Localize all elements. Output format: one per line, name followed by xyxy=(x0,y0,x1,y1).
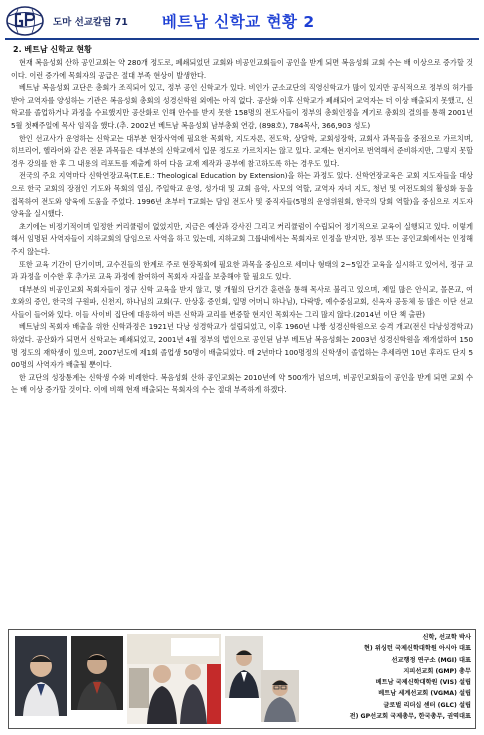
section-heading: 2. 베트남 신학교 현황 xyxy=(13,45,92,54)
paragraph-2: 베트남 복음성회 교단은 총회가 조직되어 있고, 정부 공인 신학교가 있다. 비인가 군소교단의 직영신학교가 많이 있지만 공식적으로 정부의 허가를 받아 교역자를 양성하는 기관은 복음성회 총회의 성경신학원 외에는 아직 없다. 공산화 이후 신학교가 폐쇄되어 교역자는 더 이상 배출되지 못했고, 신학교를 졸업하거나 과정을 수료했지만 공산화로 인해 안수를 받지 못한 158명의 전도사들이 정부의 총회인정을 계기로 총회의 결의를 통해 2001년 5월 첫째주일에 목사 임직을 했다.(추. 2002년 베트남 복음성회 남부총회 연감, (898호), 784목사, 366,903 성도) xyxy=(11,83,473,130)
paragraph-3: 한인 선교사가 운영하는 신학교는 대부분 현장사역에 필요한 목회학, 지도자론, 전도학, 상담학, 교회성장학, 교회사 과목들을 중점으로 가르치며, 히브리어, 헬라어와 같은 전문 과목들은 대부분의 신학교에서 입문 정도로 가르치지는 않고 있다. 교재는 현지어로 번역해서 준비하지만, 그렇지 못할 경우 강의를 한 후 그 내용의 리포트를 제출케 하여 다음 교재 제작과 공부에 참고하도록 하는 경우도 있다. xyxy=(11,133,473,168)
author-bio xyxy=(299,630,475,728)
bio-line: 베트남 국제신학대학원 (VIS) 설립 xyxy=(375,679,471,687)
article-body xyxy=(5,44,479,397)
bio-line: 전) GP선교회 국제총무, 한국총무, 권역대표 xyxy=(349,713,471,721)
paragraph-6: 또한 교육 기간이 단기이며, 교수진들의 한계로 주로 현장목회에 필요한 과목을 중심으로 세미나 형태의 2~5일간 교육을 실시하고 있어서, 정규 교과 과정을 이수한 후 추가로 교육 과정에 참여하여 목회자 자질을 보충해야 할 필요도 있다. xyxy=(11,259,473,282)
column-name: 도마 선교칼럼 71 xyxy=(53,17,128,28)
portrait-photo-5 xyxy=(261,670,299,722)
bio-line: 베트남 세계선교회 (VGMA) 설립 xyxy=(378,690,471,698)
portrait-photo-1 xyxy=(15,636,67,716)
paragraph-8: 베트남의 목회자 배출을 위한 신학과정은 1921년 다낭 성경학교가 설립되었고, 이후 1960년 냐짱 성경신학원으로 승격 개교(전신 다낭성경학교)하였다. 공산화가 되면서 신학교는 폐쇄되었고, 2001년 4월 정부의 법인으로 공인된 남부 베트남 복음성회는 2003년 성경신학원을 재개설하여 150명 정도의 재학생이 있으며, 2007년도에 제1회 졸업생 50명이 배출되었다. 매 2년마다 100명정의 신학생이 졸업하는 추세라면 10년 후라도 단지 500명의 사역자가 배출될 뿐이다. xyxy=(11,322,473,370)
paragraph-5: 초기에는 비정기적이며 일정한 커리큘럼이 없었지만, 지금은 예산과 강사진 그리고 커리큘럼이 수립되어 정기적으로 교육이 실행되고 있다. 이렇게 해서 임명된 사역자들이 지하교회의 담임으로 사역을 하고 있는데, 지하교회 그룹내에서는 목회자로 인정을 받지만, 정부 또는 공인교회에서는 인정해주지 않는다. xyxy=(11,221,473,256)
paragraph-7: 대부분의 비공인교회 목회자들이 정규 신학 교육을 받지 않고, 몇 개월의 단기간 훈련을 통해 목사로 불리고 있으며, 제일 많은 안식교, 몰몬교, 여호와의 증인, 한국의 구원파, 신천지, 하나님의 교회(구. 안상홍 증인회, 일명 어머니 하나님), 다락방, 예수중심교회, 신옥자 공동체 등 많은 이단 선교사들이 들어와 있다. 이들 사이비 집단에 대응하여 바른 신학과 교리를 변증할 현지인 목회자는 그리 많지 않다.(2014년 이단 책 출판) xyxy=(11,284,473,319)
portrait-photo-2 xyxy=(71,636,123,710)
portrait-photo-3 xyxy=(127,634,221,724)
paragraph-9: 한 교단의 성장통계는 신학생 수와 비례한다. 복음성회 산하 공인교회는 2010년에 약 500개가 넘으며, 비공인교회들이 공인을 받게 되면 교회 수는 배 이상 증가할 것이다. 이에 비해 현재 배출되는 목회자의 수는 절대 부족하게 하겠다. xyxy=(11,372,473,395)
author-photos xyxy=(9,630,299,728)
gp-globe-logo-icon xyxy=(5,5,45,37)
paragraph-1: 현재 복음성회 산하 공인교회는 약 280개 정도로, 폐쇄되었던 교회와 비공인교회들이 공인을 받게 되면 복음성회 교회 수는 배 이상으로 증가할 것이다. 이런 증가에 목회자의 공급은 절대 부족 현상이 발생한다. xyxy=(11,58,473,80)
author-profile xyxy=(8,629,476,729)
bio-line: 신학, 선교학 박사 xyxy=(422,634,471,641)
bio-line: 글로벌 리더십 센터 (GLC) 설립 xyxy=(383,701,471,709)
article-title: 베트남 신학교 현황 2 xyxy=(161,13,315,31)
bio-line: 현) 위싱턴 국제신학대학원 아시아 대표 xyxy=(363,645,471,653)
bio-line: 선교행정 연구소 (MGI) 대표 xyxy=(391,656,471,664)
paragraph-4: 전국의 주요 지역마다 신학연장교육(T.E.E.: Theological Education by Extension)을 하는 과정도 있다. 신학연장교육은 교회 지도자들을 대상으로 한국 교회의 장점인 기도와 목회의 열심, 주일학교 운영, 성가대 및 교회 음악, 사모의 역할, 교역자 자녀 지도, 청년 및 여전도회의 활성화 등을 접목하여 전도와 양육에 도움을 주었다. 1996년 초부터 T교회는 담임 전도사 및 중직자들(5명의 운영위원회, 한국의 당회 역할)을 중심으로 지도자 양육을 실시했다. xyxy=(11,171,473,219)
column-header xyxy=(5,4,479,40)
portrait-photo-4 xyxy=(225,636,263,698)
bio-line: 지피선교회 (GMP) 총무 xyxy=(403,667,471,675)
